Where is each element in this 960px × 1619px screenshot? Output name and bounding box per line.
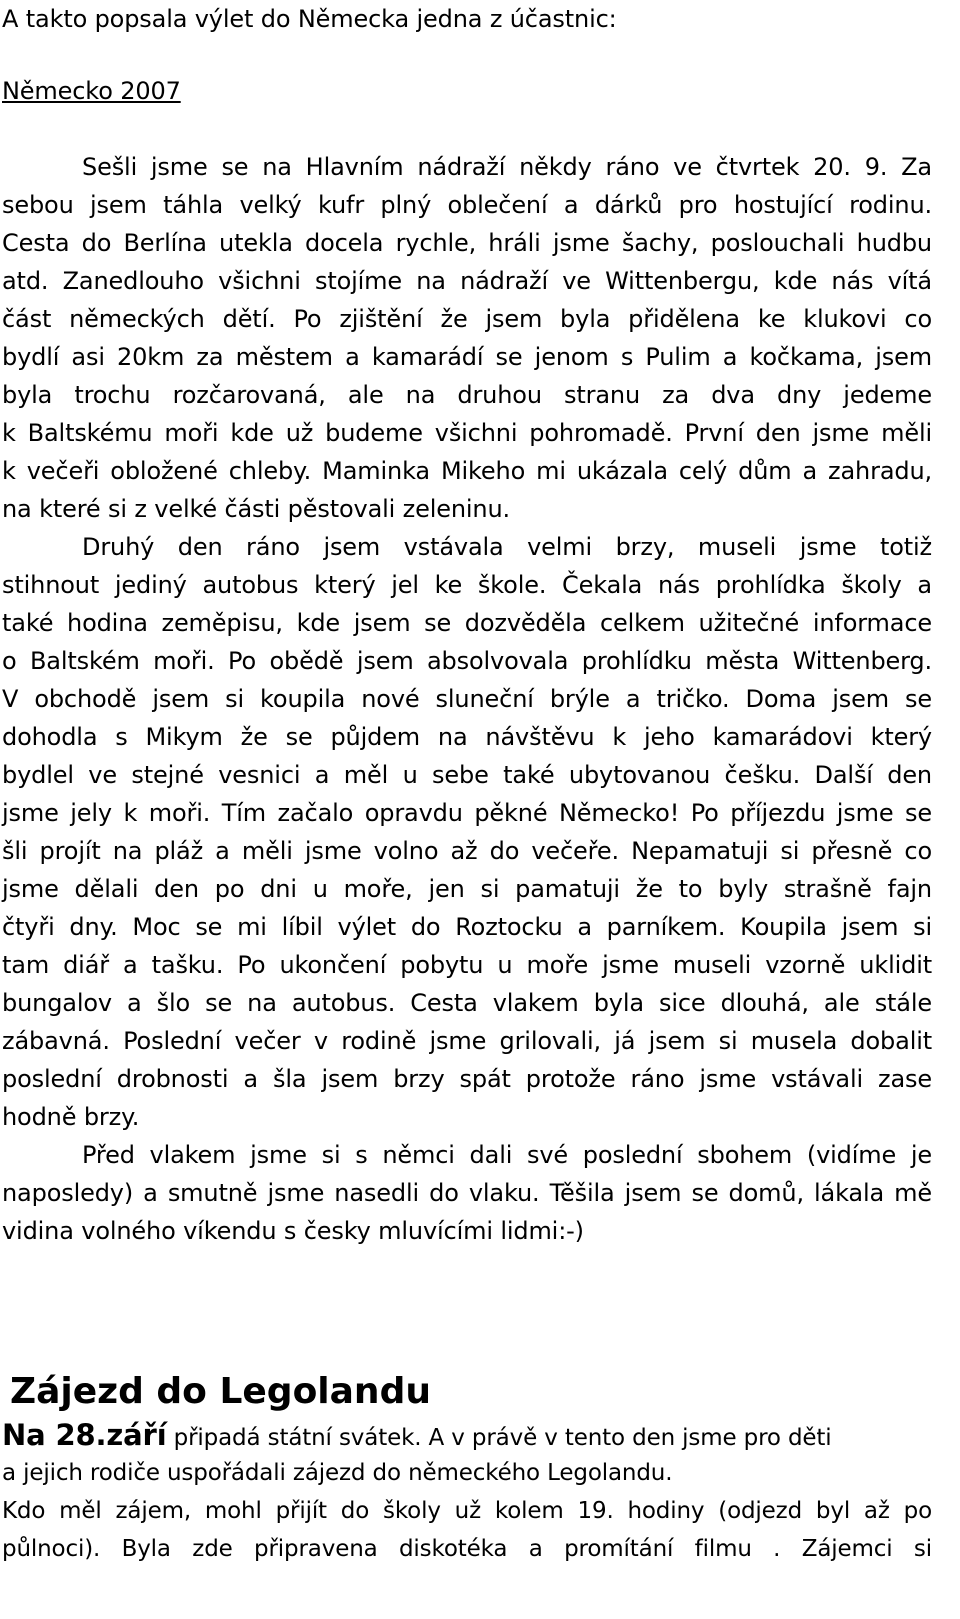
story-line: dohodla s Mikym že se půjdem na návštěvu k jeho kamarádovi který bbox=[2, 723, 932, 751]
story-line: čtyři dny. Moc se mi líbil výlet do Roztocku a parníkem. Koupila jsem si bbox=[2, 913, 932, 941]
story-line: bungalov a šlo se na autobus. Cesta vlakem byla sice dlouhá, ale stále bbox=[2, 989, 932, 1017]
section-heading: Zájezd do Legolandu bbox=[10, 1371, 431, 1412]
story-line: poslední drobnosti a šla jsem brzy spát protože ráno jsme vstávali zase bbox=[2, 1065, 932, 1093]
story-line: také hodina zeměpisu, kde jsem se dozvěděla celkem užitečné informace bbox=[2, 609, 932, 637]
story-line: byla trochu rozčarovaná, ale na druhou stranu za dva dny jedeme bbox=[2, 381, 932, 409]
trip-subtitle: Německo 2007 bbox=[2, 77, 181, 105]
story-line: atd. Zanedlouho všichni stojíme na nádraží ve Wittenbergu, kde nás vítá bbox=[2, 267, 932, 295]
story-line: vidina volného víkendu s česky mluvícími lidmi:-) bbox=[2, 1217, 584, 1245]
story-line: o Baltském moři. Po obědě jsem absolvovala prohlídku města Wittenberg. bbox=[2, 647, 932, 675]
story-line: bydlí asi 20km za městem a kamarádí se jenom s Pulim a kočkama, jsem bbox=[2, 343, 932, 371]
story-line: sebou jsem táhla velký kufr plný oblečení a dárků pro hostující rodinu. bbox=[2, 191, 932, 219]
story-line: naposledy) a smutně jsme nasedli do vlaku. Těšila jsem se domů, lákala mě bbox=[2, 1179, 932, 1207]
legoland-line bbox=[2, 1420, 932, 1453]
story-line: zábavná. Poslední večer v rodině jsme grilovali, já jsem si musela dobalit bbox=[2, 1027, 932, 1055]
story-line: Sešli jsme se na Hlavním nádraží někdy ráno ve čtvrtek 20. 9. Za bbox=[82, 153, 932, 181]
story-line: jsme dělali den po dni u moře, jen si pamatuji že to byly strašně fajn bbox=[2, 875, 932, 903]
legoland-line-rest: připadá státní svátek. A v právě v tento den jsme pro děti bbox=[173, 1425, 832, 1451]
intro-text: A takto popsala výlet do Německa jedna z účastnic: bbox=[2, 5, 617, 33]
story-line: šli projít na pláž a měli jsme volno až do večeře. Nepamatuji si přesně co bbox=[2, 837, 932, 865]
legoland-line: Kdo měl zájem, mohl přijít do školy už kolem 19. hodiny (odjezd byl až po bbox=[2, 1498, 932, 1524]
story-line: hodně brzy. bbox=[2, 1103, 140, 1131]
story-line: Cesta do Berlína utekla docela rychle, hráli jsme šachy, poslouchali hudbu bbox=[2, 229, 932, 257]
story-line: Druhý den ráno jsem vstávala velmi brzy, museli jsme totiž bbox=[82, 533, 932, 561]
story-line: k večeři obložené chleby. Maminka Mikeho mi ukázala celý dům a zahradu, bbox=[2, 457, 932, 485]
story-line: jsme jely k moři. Tím začalo opravdu pěkné Německo! Po příjezdu jsme se bbox=[2, 799, 932, 827]
legoland-date-lead: Na 28.září bbox=[2, 1418, 167, 1452]
story-line: tam diář a tašku. Po ukončení pobytu u moře jsme museli vzorně uklidit bbox=[2, 951, 932, 979]
story-line: bydlel ve stejné vesnici a měl u sebe také ubytovanou češku. Další den bbox=[2, 761, 932, 789]
story-line: k Baltskému moři kde už budeme všichni pohromadě. První den jsme měli bbox=[2, 419, 932, 447]
story-line: V obchodě jsem si koupila nové sluneční brýle a tričko. Doma jsem se bbox=[2, 685, 932, 713]
legoland-line: půlnoci). Byla zde připravena diskotéka a promítání filmu . Zájemci si bbox=[2, 1536, 932, 1562]
story-line: Před vlakem jsme si s němci dali své poslední sbohem (vidíme je bbox=[82, 1141, 932, 1169]
story-line: část německých dětí. Po zjištění že jsem byla přidělena ke klukovi co bbox=[2, 305, 932, 333]
legoland-line: a jejich rodiče uspořádali zájezd do německého Legolandu. bbox=[2, 1460, 673, 1486]
story-line: na které si z velké části pěstovali zeleninu. bbox=[2, 495, 511, 523]
story-line: stihnout jediný autobus který jel ke škole. Čekala nás prohlídka školy a bbox=[2, 571, 932, 599]
